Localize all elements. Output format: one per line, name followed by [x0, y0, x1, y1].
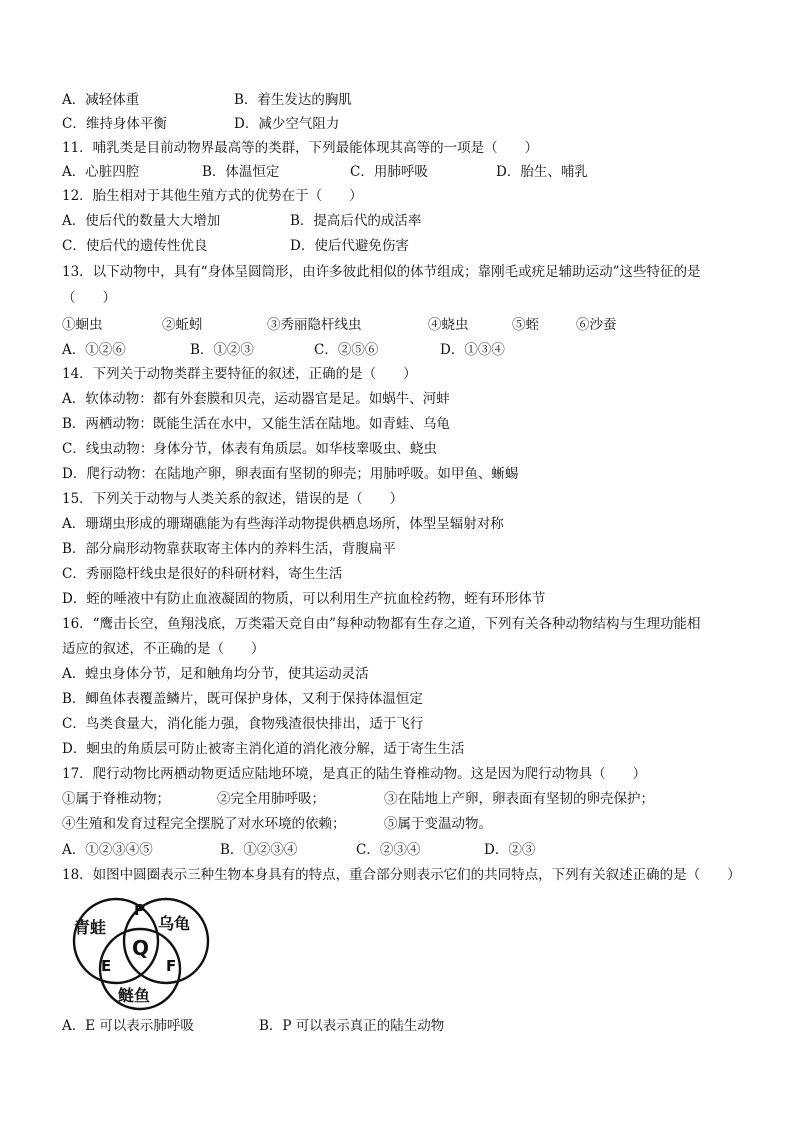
q14-option-d: D．爬行动物：在陆地产卵，卵表面有坚韧的卵壳；用肺呼吸。如甲鱼、蜥蜴: [62, 466, 519, 482]
q12-option-d: D．使后代避免伤害: [290, 238, 409, 254]
q13-item-3: ③秀丽隐杆线虫: [267, 317, 362, 333]
venn-label-f: F: [166, 957, 177, 975]
venn-label-frog: 青蛙: [74, 918, 107, 937]
q10-option-b: B．着生发达的胸肌: [234, 92, 352, 108]
q17-option-c: C．②③④: [356, 842, 421, 858]
q11-option-c: C．用肺呼吸: [350, 164, 428, 180]
q16-stem-line-2: 适应的叙述，不正确的是（ ）: [62, 641, 265, 657]
q12-option-b: B．提高后代的成活率: [290, 213, 422, 229]
q17-statement-2: ②完全用肺呼吸；: [217, 791, 325, 807]
q18-option-a: A．E 可以表示肺呼吸: [62, 1018, 194, 1034]
q10-option-d: D．减少空气阻力: [234, 116, 340, 132]
q13-item-6: ⑥沙蚕: [576, 317, 617, 333]
q13-item-4: ④蛲虫: [428, 317, 469, 333]
q14-option-c: C．线虫动物：身体分节，体表有角质层。如华枝睾吸虫、蛲虫: [62, 441, 437, 457]
q17-statement-1: ①属于脊椎动物；: [62, 791, 170, 807]
q16-stem-line-1: 16．“鹰击长空，鱼翔浅底，万类霜天竞自由”每种动物都有生存之道，下列有关各种动物结构与生理功能相: [62, 616, 701, 632]
q11-stem: 11．哺乳类是目前动物界最高等的类群，下列最能体现其高等的一项是（ ）: [62, 140, 539, 156]
q13-stem-line-2: （ ）: [62, 290, 116, 306]
q13-stem-line-1: 13．以下动物中，具有“身体呈圆筒形，由许多彼此相似的体节组成；靠刚毛或疣足辅助运动”这些特征的是: [62, 264, 701, 280]
q15-option-b: B．部分扁形动物靠获取寄主体内的养料生活，背腹扁平: [62, 541, 396, 557]
venn-label-p: P: [134, 901, 145, 919]
q14-option-b: B．两栖动物：既能生活在水中，又能生活在陆地。如青蛙、乌龟: [62, 416, 450, 432]
q17-statement-4: ④生殖和发育过程完全摆脱了对水环境的依赖；: [62, 816, 346, 832]
q13-item-2: ②蚯蚓: [162, 317, 203, 333]
q11-option-a: A．心脏四腔: [62, 164, 140, 180]
q17-statement-3: ③在陆地上产卵，卵表面有坚韧的卵壳保护；: [384, 791, 654, 807]
q13-option-b: B．①②③: [190, 342, 254, 358]
q17-option-d: D．②③: [484, 842, 536, 858]
q15-stem: 15．下列关于动物与人类关系的叙述，错误的是（ ）: [62, 491, 404, 507]
q13-item-1: ①蛔虫: [62, 317, 103, 333]
q17-option-b: B．①②③④: [220, 842, 298, 858]
q15-option-d: D．蛭的唾液中有防止血液凝固的物质，可以利用生产抗血栓药物，蛭有环形体节: [62, 591, 546, 607]
q16-option-d: D．蛔虫的角质层可防止被寄主消化道的消化液分解，适于寄生生活: [62, 741, 465, 757]
q13-option-a: A．①②⑥: [62, 342, 126, 358]
q12-option-c: C．使后代的遗传性优良: [62, 238, 208, 254]
q15-option-c: C．秀丽隐杆线虫是很好的科研材料，寄生生活: [62, 566, 343, 582]
q11-option-d: D．胎生、哺乳: [496, 164, 588, 180]
q14-stem: 14．下列关于动物类群主要特征的叙述，正确的是（ ）: [62, 366, 417, 382]
q10-option-a: A．减轻体重: [62, 92, 140, 108]
q11-option-b: B．体温恒定: [202, 164, 280, 180]
venn-label-e: E: [101, 957, 112, 975]
q12-stem: 12．胎生相对于其他生殖方式的优势在于（ ）: [62, 188, 363, 204]
q18-option-b: B．P 可以表示真正的陆生动物: [259, 1018, 445, 1034]
q13-option-d: D．①③④: [440, 342, 505, 358]
venn-label-q: Q: [132, 936, 150, 960]
q16-option-a: A．蝗虫身体分节，足和触角均分节，使其运动灵活: [62, 666, 369, 682]
venn-label-carp: 鲢鱼: [118, 986, 151, 1005]
q15-option-a: A．珊瑚虫形成的珊瑚礁能为有些海洋动物提供栖息场所，体型呈辐射对称: [62, 516, 504, 532]
q13-option-c: C．②⑤⑥: [314, 342, 379, 358]
q14-option-a: A．软体动物：都有外套膜和贝壳，运动器官是足。如蜗牛、河蚌: [62, 391, 450, 407]
q17-stem: 17．爬行动物比两栖动物更适应陆地环境，是真正的陆生脊椎动物。这是因为爬行动物具（ ）: [62, 766, 647, 782]
q12-option-a: A．使后代的数量大大增加: [62, 213, 221, 229]
q17-statement-5: ⑤属于变温动物。: [384, 816, 492, 832]
venn-diagram: [68, 893, 218, 1013]
q16-option-c: C．鸟类食量大，消化能力强，食物残渣很快排出，适于飞行: [62, 716, 424, 732]
q16-option-b: B．鲫鱼体表覆盖鳞片，既可保护身体，又利于保持体温恒定: [62, 691, 423, 707]
q10-option-c: C．维持身体平衡: [62, 116, 167, 132]
q18-stem: 18．如图中圆圈表示三种生物本身具有的特点，重合部分则表示它们的共同特点，下列有关叙述正确的是（ ）: [62, 867, 741, 883]
venn-label-turtle: 乌龟: [158, 914, 191, 933]
q17-option-a: A．①②③④⑤: [62, 842, 153, 858]
q13-item-5: ⑤蛭: [512, 317, 539, 333]
